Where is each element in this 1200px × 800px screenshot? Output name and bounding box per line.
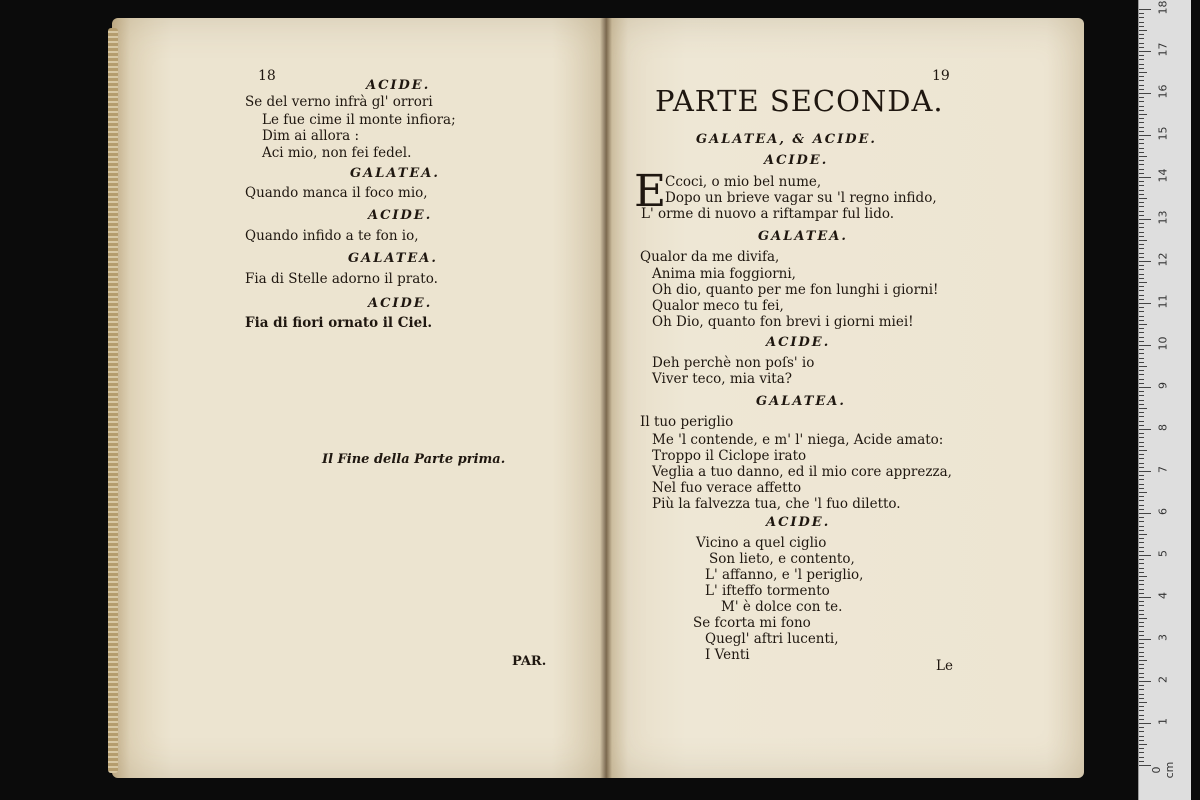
verse-line: I Venti	[705, 647, 750, 663]
ruler-tick	[1139, 316, 1144, 317]
ruler-label: 14	[1156, 168, 1170, 183]
part-heading: PARTE SECONDA.	[655, 84, 944, 118]
ruler-tick	[1139, 181, 1144, 182]
ruler-tick	[1139, 30, 1147, 31]
ruler-tick	[1139, 328, 1144, 329]
verse-line: Se fcorta mi fono	[693, 615, 811, 631]
ruler-tick	[1139, 320, 1144, 321]
end-of-part-note: Il Fine della Parte prima.	[322, 452, 506, 467]
verse-line: L' affanno, e 'l periglio,	[705, 567, 864, 583]
ruler-tick	[1139, 349, 1144, 350]
ruler-tick	[1139, 387, 1151, 388]
ruler-label: 0 cm	[1150, 761, 1176, 779]
open-book	[112, 18, 1087, 783]
verse-line: Deh perchè non poſs' io	[652, 355, 815, 371]
ruler-tick	[1139, 223, 1144, 224]
ruler-tick	[1139, 311, 1144, 312]
ruler-tick	[1139, 458, 1144, 459]
ruler-tick	[1139, 353, 1144, 354]
ruler-tick	[1139, 72, 1147, 73]
ruler-tick	[1139, 626, 1144, 627]
ruler-tick	[1139, 694, 1144, 695]
ruler-tick	[1139, 425, 1144, 426]
verse-line: Qualor da me divifa,	[640, 249, 780, 265]
ruler-tick	[1139, 547, 1144, 548]
ruler-tick	[1139, 337, 1144, 338]
ruler-tick	[1139, 731, 1144, 732]
ruler-tick	[1139, 702, 1147, 703]
ruler-tick	[1139, 635, 1144, 636]
speaker-label: ACIDE.	[368, 208, 433, 223]
ruler-tick	[1139, 538, 1144, 539]
ruler-tick	[1139, 97, 1144, 98]
ruler-tick	[1139, 307, 1144, 308]
ruler-tick	[1139, 568, 1144, 569]
catchword: Le	[936, 658, 953, 674]
ruler-tick	[1139, 93, 1151, 94]
ruler-tick	[1139, 736, 1144, 737]
verse-line: Veglia a tuo danno, ed il mio core apprezza,	[652, 464, 952, 480]
verse-line: Viver teco, mia vita?	[652, 371, 792, 387]
verse-line: Fia di fiori ornato il Ciel.	[245, 315, 433, 331]
ruler-label: 12	[1156, 252, 1170, 267]
verse-line: Quando manca il foco mio,	[245, 185, 428, 201]
catchword: PAR.	[512, 654, 547, 669]
verse-line: Dim ai allora :	[262, 128, 360, 144]
verse-line: Più la falvezza tua, che 'l fuo diletto.	[652, 496, 901, 512]
ruler-tick	[1139, 185, 1144, 186]
verse-line: Oh dio, quanto per me fon lunghi i giorni!	[652, 282, 939, 298]
ruler-tick	[1139, 51, 1151, 52]
verse-line: Se del verno infrà gl' orrori	[245, 94, 433, 110]
ruler-tick	[1139, 190, 1144, 191]
ruler-tick	[1139, 526, 1144, 527]
ruler-tick	[1139, 740, 1144, 741]
verse-line: Quando infido a te fon io,	[245, 228, 419, 244]
ruler-tick	[1139, 601, 1144, 602]
ruler-tick	[1139, 622, 1144, 623]
page-number: 18	[258, 68, 276, 84]
ruler-tick	[1139, 211, 1144, 212]
ruler-tick	[1139, 664, 1144, 665]
ruler-label: 9	[1156, 382, 1170, 389]
ruler-tick	[1139, 652, 1144, 653]
ruler-tick	[1139, 614, 1144, 615]
scene-heading: GALATEA, & ACIDE.	[696, 132, 877, 147]
ruler-tick	[1139, 299, 1144, 300]
verse-line: M' è dolce con te.	[721, 599, 843, 615]
verse-line: Vicino a quel ciglio	[696, 535, 827, 551]
ruler-label: 17	[1156, 42, 1170, 57]
ruler-tick	[1139, 274, 1144, 275]
ruler-tick	[1139, 110, 1144, 111]
ruler-label: 2	[1156, 676, 1170, 683]
ruler-tick	[1139, 143, 1144, 144]
ruler-tick	[1139, 572, 1144, 573]
ruler-tick	[1139, 257, 1144, 258]
ruler-tick	[1139, 156, 1147, 157]
ruler-tick	[1139, 467, 1144, 468]
ruler-tick	[1139, 677, 1144, 678]
verse-line: L' orme di nuovo a riftampar ful lido.	[641, 206, 895, 222]
ruler-tick	[1139, 673, 1144, 674]
ruler-tick	[1139, 719, 1144, 720]
ruler-tick	[1139, 114, 1147, 115]
drop-cap: E	[634, 166, 667, 217]
verse-line: Quegl' aftri lucenti,	[705, 631, 839, 647]
ruler-tick	[1139, 408, 1147, 409]
page-edges	[108, 28, 118, 773]
ruler-tick	[1139, 555, 1151, 556]
ruler-tick	[1139, 530, 1144, 531]
ruler-tick	[1139, 647, 1144, 648]
ruler-label: 15	[1156, 126, 1170, 141]
ruler-tick	[1139, 631, 1144, 632]
speaker-label: ACIDE.	[766, 515, 831, 530]
ruler-tick	[1139, 374, 1144, 375]
ruler-tick	[1139, 542, 1144, 543]
ruler-tick	[1139, 148, 1144, 149]
ruler-tick	[1139, 593, 1144, 594]
ruler-tick	[1139, 43, 1144, 44]
ruler-tick	[1139, 227, 1144, 228]
ruler-tick	[1139, 584, 1144, 585]
ruler-tick	[1139, 22, 1144, 23]
ruler-tick	[1139, 215, 1144, 216]
ruler-tick	[1139, 668, 1144, 669]
ruler-tick	[1139, 681, 1151, 682]
ruler-tick	[1139, 240, 1147, 241]
ruler-tick	[1139, 278, 1144, 279]
verse-line: Qualor meco tu fei,	[652, 298, 784, 314]
speaker-label: GALATEA.	[758, 229, 848, 244]
ruler-tick	[1139, 295, 1144, 296]
ruler-tick	[1139, 479, 1144, 480]
ruler-tick	[1139, 173, 1144, 174]
ruler-label: 10	[1156, 336, 1170, 351]
speaker-label: ACIDE.	[366, 78, 431, 93]
ruler-tick	[1139, 68, 1144, 69]
ruler-tick	[1139, 261, 1151, 262]
ruler-tick	[1139, 17, 1144, 18]
ruler-tick	[1139, 332, 1144, 333]
ruler-tick	[1139, 244, 1144, 245]
ruler-tick	[1139, 101, 1144, 102]
ruler-tick	[1139, 563, 1144, 564]
ruler-tick	[1139, 383, 1144, 384]
ruler-tick	[1139, 139, 1144, 140]
ruler-tick	[1139, 505, 1144, 506]
ruler-tick	[1139, 513, 1151, 514]
ruler-tick	[1139, 236, 1144, 237]
ruler-tick	[1139, 169, 1144, 170]
ruler-tick	[1139, 521, 1144, 522]
ruler-tick	[1139, 59, 1144, 60]
verse-line: Il tuo periglio	[640, 414, 734, 430]
ruler-tick	[1139, 446, 1144, 447]
ruler-label: 13	[1156, 210, 1170, 225]
ruler-tick	[1139, 219, 1151, 220]
ruler-tick	[1139, 715, 1144, 716]
verse-line: Anima mia foggiorni,	[652, 266, 796, 282]
speaker-label: GALATEA.	[756, 394, 846, 409]
ruler-tick	[1139, 379, 1144, 380]
ruler-tick	[1139, 303, 1151, 304]
ruler-tick	[1139, 122, 1144, 123]
ruler-tick	[1139, 475, 1144, 476]
ruler-tick	[1139, 416, 1144, 417]
ruler-tick	[1139, 698, 1144, 699]
ruler-tick	[1139, 534, 1147, 535]
ruler-tick	[1139, 345, 1151, 346]
ruler-tick	[1139, 269, 1144, 270]
ruler-tick	[1139, 559, 1144, 560]
ruler-tick	[1139, 400, 1144, 401]
ruler-tick	[1139, 164, 1144, 165]
ruler-tick	[1139, 177, 1151, 178]
verse-line: Troppo il Ciclope irato	[652, 448, 807, 464]
verse-line: Aci mio, non fei fedel.	[262, 145, 412, 161]
ruler-tick	[1139, 76, 1144, 77]
ruler-tick	[1139, 341, 1144, 342]
ruler-tick	[1139, 47, 1144, 48]
ruler-tick	[1139, 442, 1144, 443]
ruler-tick	[1139, 576, 1147, 577]
ruler-tick	[1139, 757, 1144, 758]
ruler-label: 6	[1156, 508, 1170, 515]
verse-line: Ccoci, o mio bel nume,	[665, 174, 822, 190]
verse-line: Le fue cime il monte infiora;	[262, 112, 456, 128]
ruler-tick	[1139, 580, 1144, 581]
ruler-tick	[1139, 248, 1144, 249]
verse-line: Me 'l contende, e m' l' niega, Acide amato:	[652, 432, 944, 448]
ruler-tick	[1139, 437, 1144, 438]
ruler-tick	[1139, 610, 1144, 611]
ruler-tick	[1139, 118, 1144, 119]
ruler-tick	[1139, 551, 1144, 552]
ruler-tick	[1139, 618, 1147, 619]
left-page	[112, 18, 606, 778]
ruler-tick	[1139, 206, 1144, 207]
ruler-tick	[1139, 160, 1144, 161]
ruler-tick	[1139, 80, 1144, 81]
ruler-tick	[1139, 484, 1144, 485]
ruler-tick	[1139, 706, 1144, 707]
ruler-tick	[1139, 152, 1144, 153]
ruler-tick	[1139, 286, 1144, 287]
ruler-tick	[1139, 450, 1147, 451]
ruler-tick	[1139, 761, 1144, 762]
ruler-tick	[1139, 135, 1151, 136]
ruler-tick	[1139, 131, 1144, 132]
ruler-tick	[1139, 471, 1151, 472]
ruler-tick	[1139, 34, 1144, 35]
ruler-label: 18	[1156, 0, 1170, 15]
ruler-tick	[1139, 362, 1144, 363]
ruler-label: 7	[1156, 466, 1170, 473]
book-gutter	[600, 18, 612, 778]
ruler-tick	[1139, 412, 1144, 413]
verse-line: Nel fuo verace affetto	[652, 480, 802, 496]
verse-line: Fia di Stelle adorno il prato.	[245, 271, 438, 287]
ruler-tick	[1139, 55, 1144, 56]
ruler-tick	[1139, 710, 1144, 711]
ruler-tick	[1139, 496, 1144, 497]
ruler-tick	[1139, 26, 1144, 27]
ruler-tick	[1139, 265, 1144, 266]
ruler-tick	[1139, 127, 1144, 128]
verse-line: Dopo un brieve vagar su 'l regno infido,	[665, 190, 937, 206]
ruler-tick	[1139, 9, 1151, 10]
ruler-tick	[1139, 492, 1147, 493]
ruler-label: 5	[1156, 550, 1170, 557]
ruler-tick	[1139, 744, 1147, 745]
ruler-label: 3	[1156, 634, 1170, 641]
ruler-label: 8	[1156, 424, 1170, 431]
ruler-tick	[1139, 232, 1144, 233]
verse-line: Oh Dio, quanto fon brevi i giorni miei!	[652, 314, 914, 330]
ruler-tick	[1139, 13, 1144, 14]
ruler-tick	[1139, 194, 1144, 195]
ruler-tick	[1139, 488, 1144, 489]
speaker-label: ACIDE.	[368, 296, 433, 311]
ruler-tick	[1139, 404, 1144, 405]
ruler-tick	[1139, 85, 1144, 86]
ruler-tick	[1139, 723, 1151, 724]
ruler-tick	[1139, 656, 1144, 657]
verse-line: L' ifteffo tormento	[705, 583, 830, 599]
ruler-tick	[1139, 421, 1144, 422]
ruler-tick	[1139, 660, 1147, 661]
speaker-label: ACIDE.	[764, 153, 829, 168]
measuring-ruler	[1138, 0, 1191, 800]
ruler-tick	[1139, 366, 1147, 367]
ruler-tick	[1139, 433, 1144, 434]
ruler-tick	[1139, 605, 1144, 606]
ruler-tick	[1139, 282, 1147, 283]
ruler-tick	[1139, 748, 1144, 749]
ruler-tick	[1139, 454, 1144, 455]
ruler-tick	[1139, 253, 1144, 254]
ruler-tick	[1139, 639, 1151, 640]
ruler-tick	[1139, 202, 1144, 203]
page-number: 19	[932, 68, 950, 84]
ruler-tick	[1139, 589, 1144, 590]
ruler-tick	[1139, 643, 1144, 644]
ruler-label: 16	[1156, 84, 1170, 99]
ruler-label: 4	[1156, 592, 1170, 599]
ruler-tick	[1139, 391, 1144, 392]
ruler-tick	[1139, 38, 1144, 39]
speaker-label: GALATEA.	[350, 166, 440, 181]
ruler-tick	[1139, 64, 1144, 65]
ruler-tick	[1139, 106, 1144, 107]
ruler-tick	[1139, 463, 1144, 464]
ruler-tick	[1139, 752, 1144, 753]
ruler-tick	[1139, 290, 1144, 291]
ruler-tick	[1139, 358, 1144, 359]
ruler-tick	[1139, 597, 1151, 598]
verse-line: Son lieto, e contento,	[709, 551, 855, 567]
ruler-tick	[1139, 89, 1144, 90]
ruler-tick	[1139, 429, 1151, 430]
ruler-label: 1	[1156, 718, 1170, 725]
ruler-tick	[1139, 685, 1144, 686]
speaker-label: ACIDE.	[766, 335, 831, 350]
ruler-tick	[1139, 370, 1144, 371]
ruler-label: 11	[1156, 294, 1170, 309]
ruler-tick	[1139, 509, 1144, 510]
ruler-tick	[1139, 517, 1144, 518]
ruler-tick	[1139, 198, 1147, 199]
ruler-tick	[1139, 689, 1144, 690]
speaker-label: GALATEA.	[348, 251, 438, 266]
ruler-tick	[1139, 727, 1144, 728]
ruler-tick	[1139, 500, 1144, 501]
right-page	[606, 18, 1084, 778]
ruler-tick	[1139, 395, 1144, 396]
ruler-tick	[1139, 324, 1147, 325]
